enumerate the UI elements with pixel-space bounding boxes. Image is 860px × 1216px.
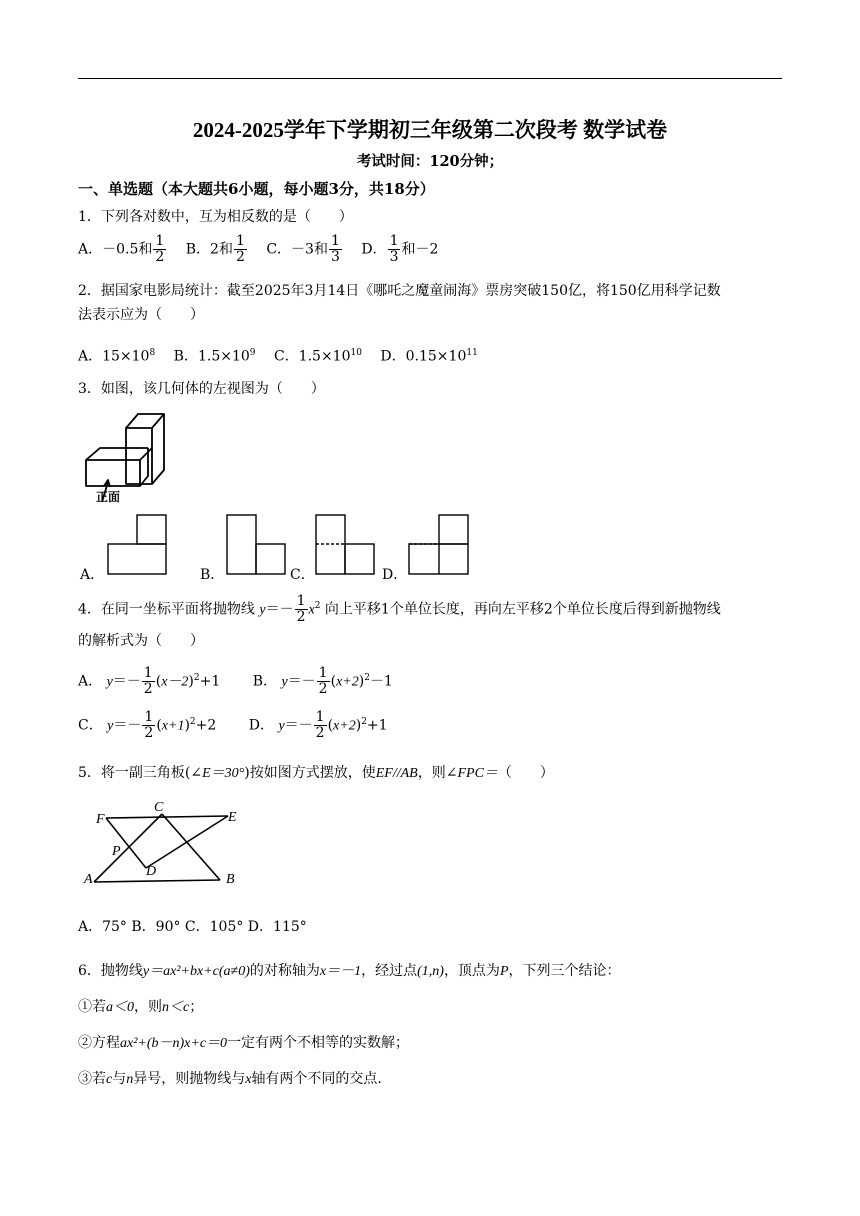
q2-options xyxy=(78,344,492,366)
q1-option-d: D． $\frac{1}{3}$ 和－2 xyxy=(361,233,439,265)
q3-solid-figure xyxy=(80,406,180,510)
q4-option-a: A． y＝－ $\frac{1}{2}$ $(x-2)^2+1$ xyxy=(78,665,221,697)
q5-point-f: F xyxy=(96,812,105,827)
q5-point-p: P xyxy=(112,844,121,859)
q3-view-d xyxy=(406,512,470,576)
q5-point-b: B xyxy=(226,872,235,887)
section-heading: 一、单选题（本大题共6小题，每小题3分，共18分） xyxy=(78,180,435,198)
q2-option-d: D．$0.15\times 10^{11}$ xyxy=(380,348,478,365)
q4-stem-line1: 4．在同一坐标平面将抛物线 y＝－ $\frac{1}{2}$ $x^2$ 向上平移1个单位长度，再向左平移2个单位长度后得到新抛物线 xyxy=(78,593,721,625)
exam-time: 考试时间：120分钟； xyxy=(356,153,504,170)
q5-point-e: E xyxy=(228,810,237,825)
q1-option-a: A．－0.5和 $\frac{1}{2}$ xyxy=(78,233,165,265)
q3-label-a: A． xyxy=(80,567,105,583)
q2-stem-line1: 2．据国家电影局统计：截至2025年3月14日《哪吒之魔童闹海》票房突破150亿，将150亿用科学记数 xyxy=(78,283,721,299)
q3-view-c xyxy=(312,512,376,576)
q6-conclusion-3: ③若c与n异号，则抛物线与x轴有两个不同的交点. xyxy=(78,1071,382,1087)
q2-option-b: B．$1.5\times 10^9$ xyxy=(173,348,256,365)
q5-point-a: A xyxy=(84,872,93,887)
header-rule xyxy=(78,78,782,79)
q5-stem: 5．将一副三角板(∠E＝30°)按如图方式摆放，使EF//AB，则∠FPC＝（ ） xyxy=(78,765,554,781)
q4-option-c: C． y＝－ $\frac{1}{2}$ $(x+1)^2+2$ xyxy=(78,709,217,741)
q4-options-cd xyxy=(78,710,402,741)
q3-label-b: B． xyxy=(200,567,225,583)
q1-stem: 1．下列各对数中，互为相反数的是（ ） xyxy=(78,209,353,225)
q5-point-d: D xyxy=(146,864,157,879)
q3-front-label: 正面 xyxy=(96,490,121,504)
q2-option-c: C．$1.5\times 10^{10}$ xyxy=(273,348,362,365)
q4-stem-line2: 的解析式为（ ） xyxy=(78,633,204,649)
q4-option-d: D． y＝－ $\frac{1}{2}$ $(x+2)^2+1$ xyxy=(248,709,388,741)
q6-conclusion-1: ①若a＜0，则n＜c； xyxy=(78,999,204,1015)
q5-options: A．75° B．90° C．105° D．115° xyxy=(78,919,307,935)
q3-view-b xyxy=(224,512,288,576)
q3-label-d: D． xyxy=(382,567,408,583)
q1-option-c: C．－3和 $\frac{1}{3}$ xyxy=(266,233,340,265)
page-title: 2024-2025学年下学期初三年级第二次段考 数学试卷 xyxy=(192,118,668,142)
q6-conclusion-2: ②方程ax²+(b－n)x+c＝0一定有两个不相等的实数解； xyxy=(78,1035,410,1051)
q4-options-ab xyxy=(78,666,407,697)
q1-option-b: B．2和 $\frac{1}{2}$ xyxy=(185,233,245,265)
q2-stem-line2: 法表示应为（ ） xyxy=(78,307,204,323)
q4-option-b: B． y＝－ $\frac{1}{2}$ $(x+2)^2-1$ xyxy=(252,665,393,697)
q3-view-a xyxy=(104,512,168,576)
q5-point-c: C xyxy=(154,800,164,815)
q3-stem: 3．如图，该几何体的左视图为（ ） xyxy=(78,381,325,397)
q6-stem: 6．抛物线y＝ax²+bx+c(a≠0)的对称轴为x＝－1，经过点(1,n)，顶点为P，下列三个结论： xyxy=(78,963,621,979)
q2-option-a: A．$15\times 10^8$ xyxy=(78,348,156,365)
q3-label-c: C． xyxy=(290,567,315,583)
q1-options xyxy=(78,234,452,265)
